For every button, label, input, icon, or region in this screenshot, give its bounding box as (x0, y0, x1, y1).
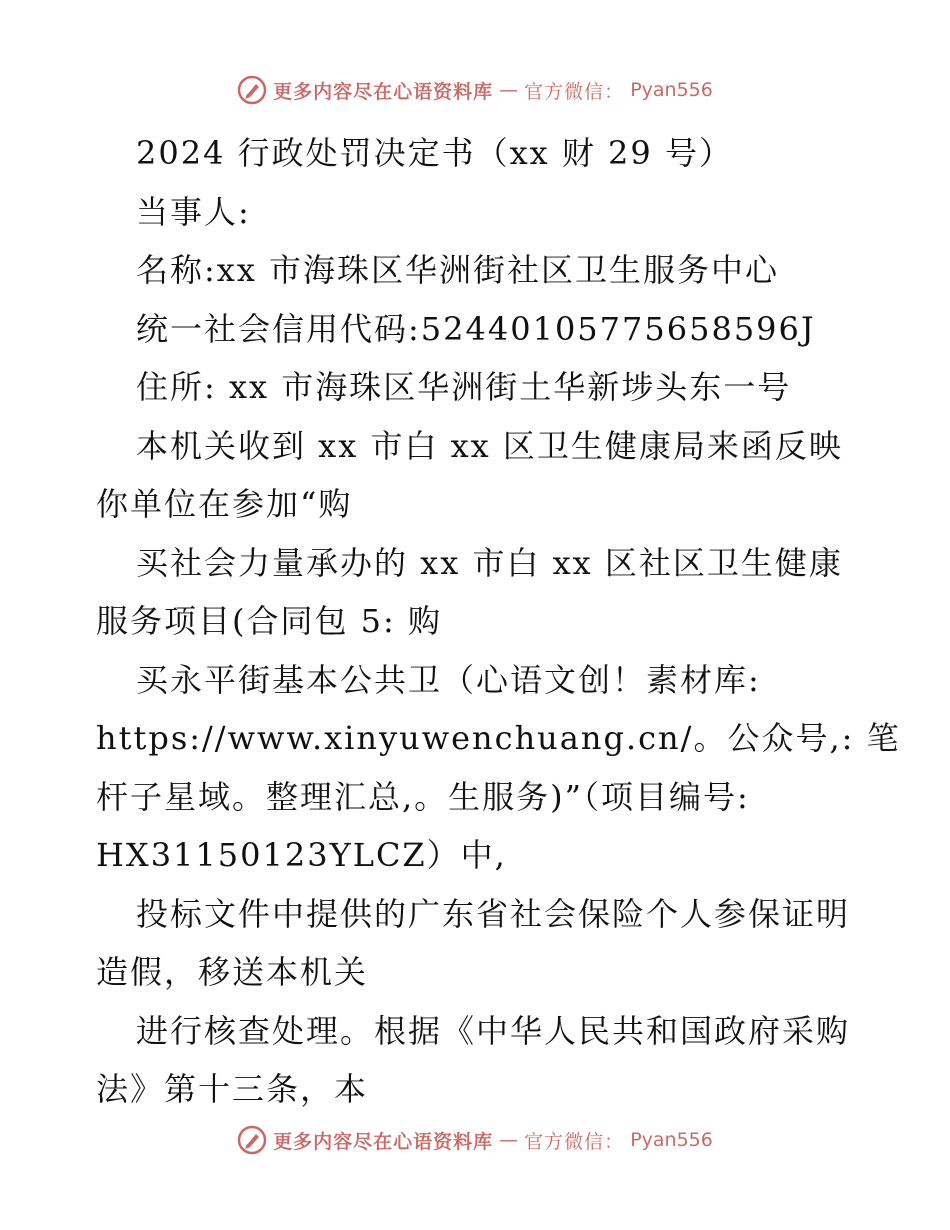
text-line: 名称:xx 市海珠区华洲街社区卫生服务中心 (136, 251, 780, 289)
text-line: 服务项目(合同包 5: 购 (96, 602, 442, 640)
watermark-footer (0, 1120, 950, 1160)
watermark-dash: — (499, 79, 519, 101)
watermark-text: 更多内容尽在心语资料库 (273, 80, 494, 103)
text-line: 你单位在参加“购 (96, 485, 353, 523)
text-line: 法》第十三条，本 (96, 1070, 369, 1108)
watermark-text: 更多内容尽在心语资料库 (273, 1130, 494, 1153)
text-line: 本机关收到 xx 市白 xx 区卫生健康局来函反映 (136, 426, 843, 465)
text-line: 杆子星域。整理汇总,。生服务)”（项目编号: (96, 777, 750, 816)
document-title: 2024 行政处罚决定书（xx 财 29 号） (136, 134, 733, 172)
text-line: 造假，移送本机关 (96, 953, 369, 991)
watermark-contact-id: Pyan556 (630, 1129, 713, 1151)
text-line: https://www.xinyuwenchuang.cn/。公众号,: 笔 (96, 719, 901, 757)
text-line: 买永平街基本公共卫（心语文创！素材库: (136, 660, 761, 699)
text-line: 统一社会信用代码:52440105775658596J (136, 309, 816, 348)
text-line: 买社会力量承办的 xx 市白 xx 区社区卫生健康 (136, 543, 843, 582)
watermark-contact-label: 官方微信： (524, 80, 625, 103)
watermark-dash: — (499, 1129, 519, 1151)
text-line: 投标文件中提供的广东省社会保险个人参保证明 (136, 894, 851, 933)
text-line: 进行核查处理。根据《中华人民共和国政府采购 (136, 1011, 851, 1050)
text-line: HX31150123YLCZ）中, (96, 836, 507, 874)
text-line: 当事人: (136, 192, 251, 231)
document-body (96, 124, 901, 1119)
text-line: 住所: xx 市海珠区华洲街土华新埗头东一号 (136, 368, 792, 406)
watermark-contact-id: Pyan556 (630, 79, 713, 101)
watermark-contact-label: 官方微信： (524, 1130, 625, 1153)
pen-nib-logo-icon (237, 1125, 267, 1155)
watermark-header (0, 70, 950, 110)
pen-nib-logo-icon (237, 75, 267, 105)
